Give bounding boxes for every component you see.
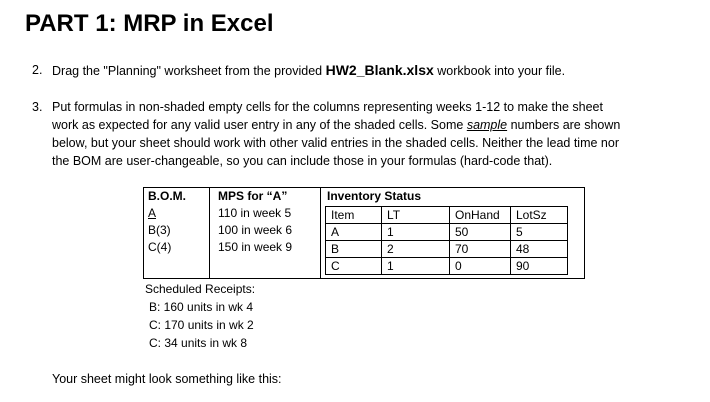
item-text	[52, 98, 677, 170]
table-cell: 0	[450, 258, 511, 275]
table-cell: B	[326, 241, 382, 258]
table-cell: C	[326, 258, 382, 275]
item-number: 3.	[32, 100, 43, 114]
scheduled-receipt-row: B: 160 units in wk 4	[149, 300, 254, 314]
table-cell: 5	[511, 224, 568, 241]
mps-row: 150 in week 9	[218, 240, 293, 254]
footer-text: Your sheet might look something like this:	[52, 372, 282, 386]
workbook-filename: HW2_Blank.xlsx	[325, 62, 434, 78]
table-cell: 90	[511, 258, 568, 275]
table-cell: A	[326, 224, 382, 241]
table-header-row	[326, 207, 568, 224]
column-header: OnHand	[450, 207, 511, 224]
text-line	[52, 116, 677, 134]
mps-row: 110 in week 5	[218, 206, 292, 220]
page-title: PART 1: MRP in Excel	[25, 10, 274, 37]
table-cell: 50	[450, 224, 511, 241]
table-row	[326, 241, 568, 258]
sample-emphasis: sample	[466, 118, 508, 132]
bom-column	[148, 188, 186, 256]
text-line: Put formulas in non-shaded empty cells for the columns representing weeks 1-12 to make the sheet	[52, 100, 603, 114]
inventory-title: Inventory Status	[327, 189, 422, 203]
scheduled-receipt-row: C: 34 units in wk 8	[149, 336, 248, 350]
text-line: below, but your sheet should work with other valid entries in the shaded cells. Neither the lead time nor	[52, 136, 619, 150]
column-header: LotSz	[511, 207, 568, 224]
table-row	[326, 258, 568, 275]
column-header: LT	[382, 207, 450, 224]
bom-header: B.O.M.	[148, 189, 186, 203]
table-cell: 1	[382, 258, 450, 275]
scheduled-receipt-row: C: 170 units in wk 2	[149, 318, 254, 332]
bom-item: B(3)	[148, 223, 171, 237]
table-row	[326, 224, 568, 241]
text-line: the BOM are user-changeable, so you can include those in your formulas (hard-code that).	[52, 154, 553, 168]
scheduled-receipts	[145, 280, 255, 352]
mps-row: 100 in week 6	[218, 223, 293, 237]
item-text	[52, 61, 677, 80]
table-cell: 2	[382, 241, 450, 258]
mps-column	[218, 188, 292, 256]
inventory-table	[325, 206, 568, 275]
scheduled-receipts-header: Scheduled Receipts:	[145, 282, 256, 296]
text-segment: Drag the "Planning" worksheet from the provided	[52, 64, 326, 78]
column-header: Item	[326, 207, 382, 224]
bom-item: C(4)	[148, 240, 172, 254]
bom-item: A	[148, 206, 157, 220]
mrp-data-box	[143, 187, 585, 279]
text-segment: workbook into your file.	[433, 64, 566, 78]
divider	[320, 188, 321, 278]
table-cell: 1	[382, 224, 450, 241]
table-cell: 48	[511, 241, 568, 258]
item-number: 2.	[32, 63, 43, 77]
text-segment: work as expected for any valid user entry in any of the shaded cells. Some	[52, 118, 467, 132]
text-segment: numbers are shown	[507, 118, 621, 132]
table-cell: 70	[450, 241, 511, 258]
divider	[209, 188, 210, 278]
mps-header: MPS for “A”	[218, 189, 288, 203]
